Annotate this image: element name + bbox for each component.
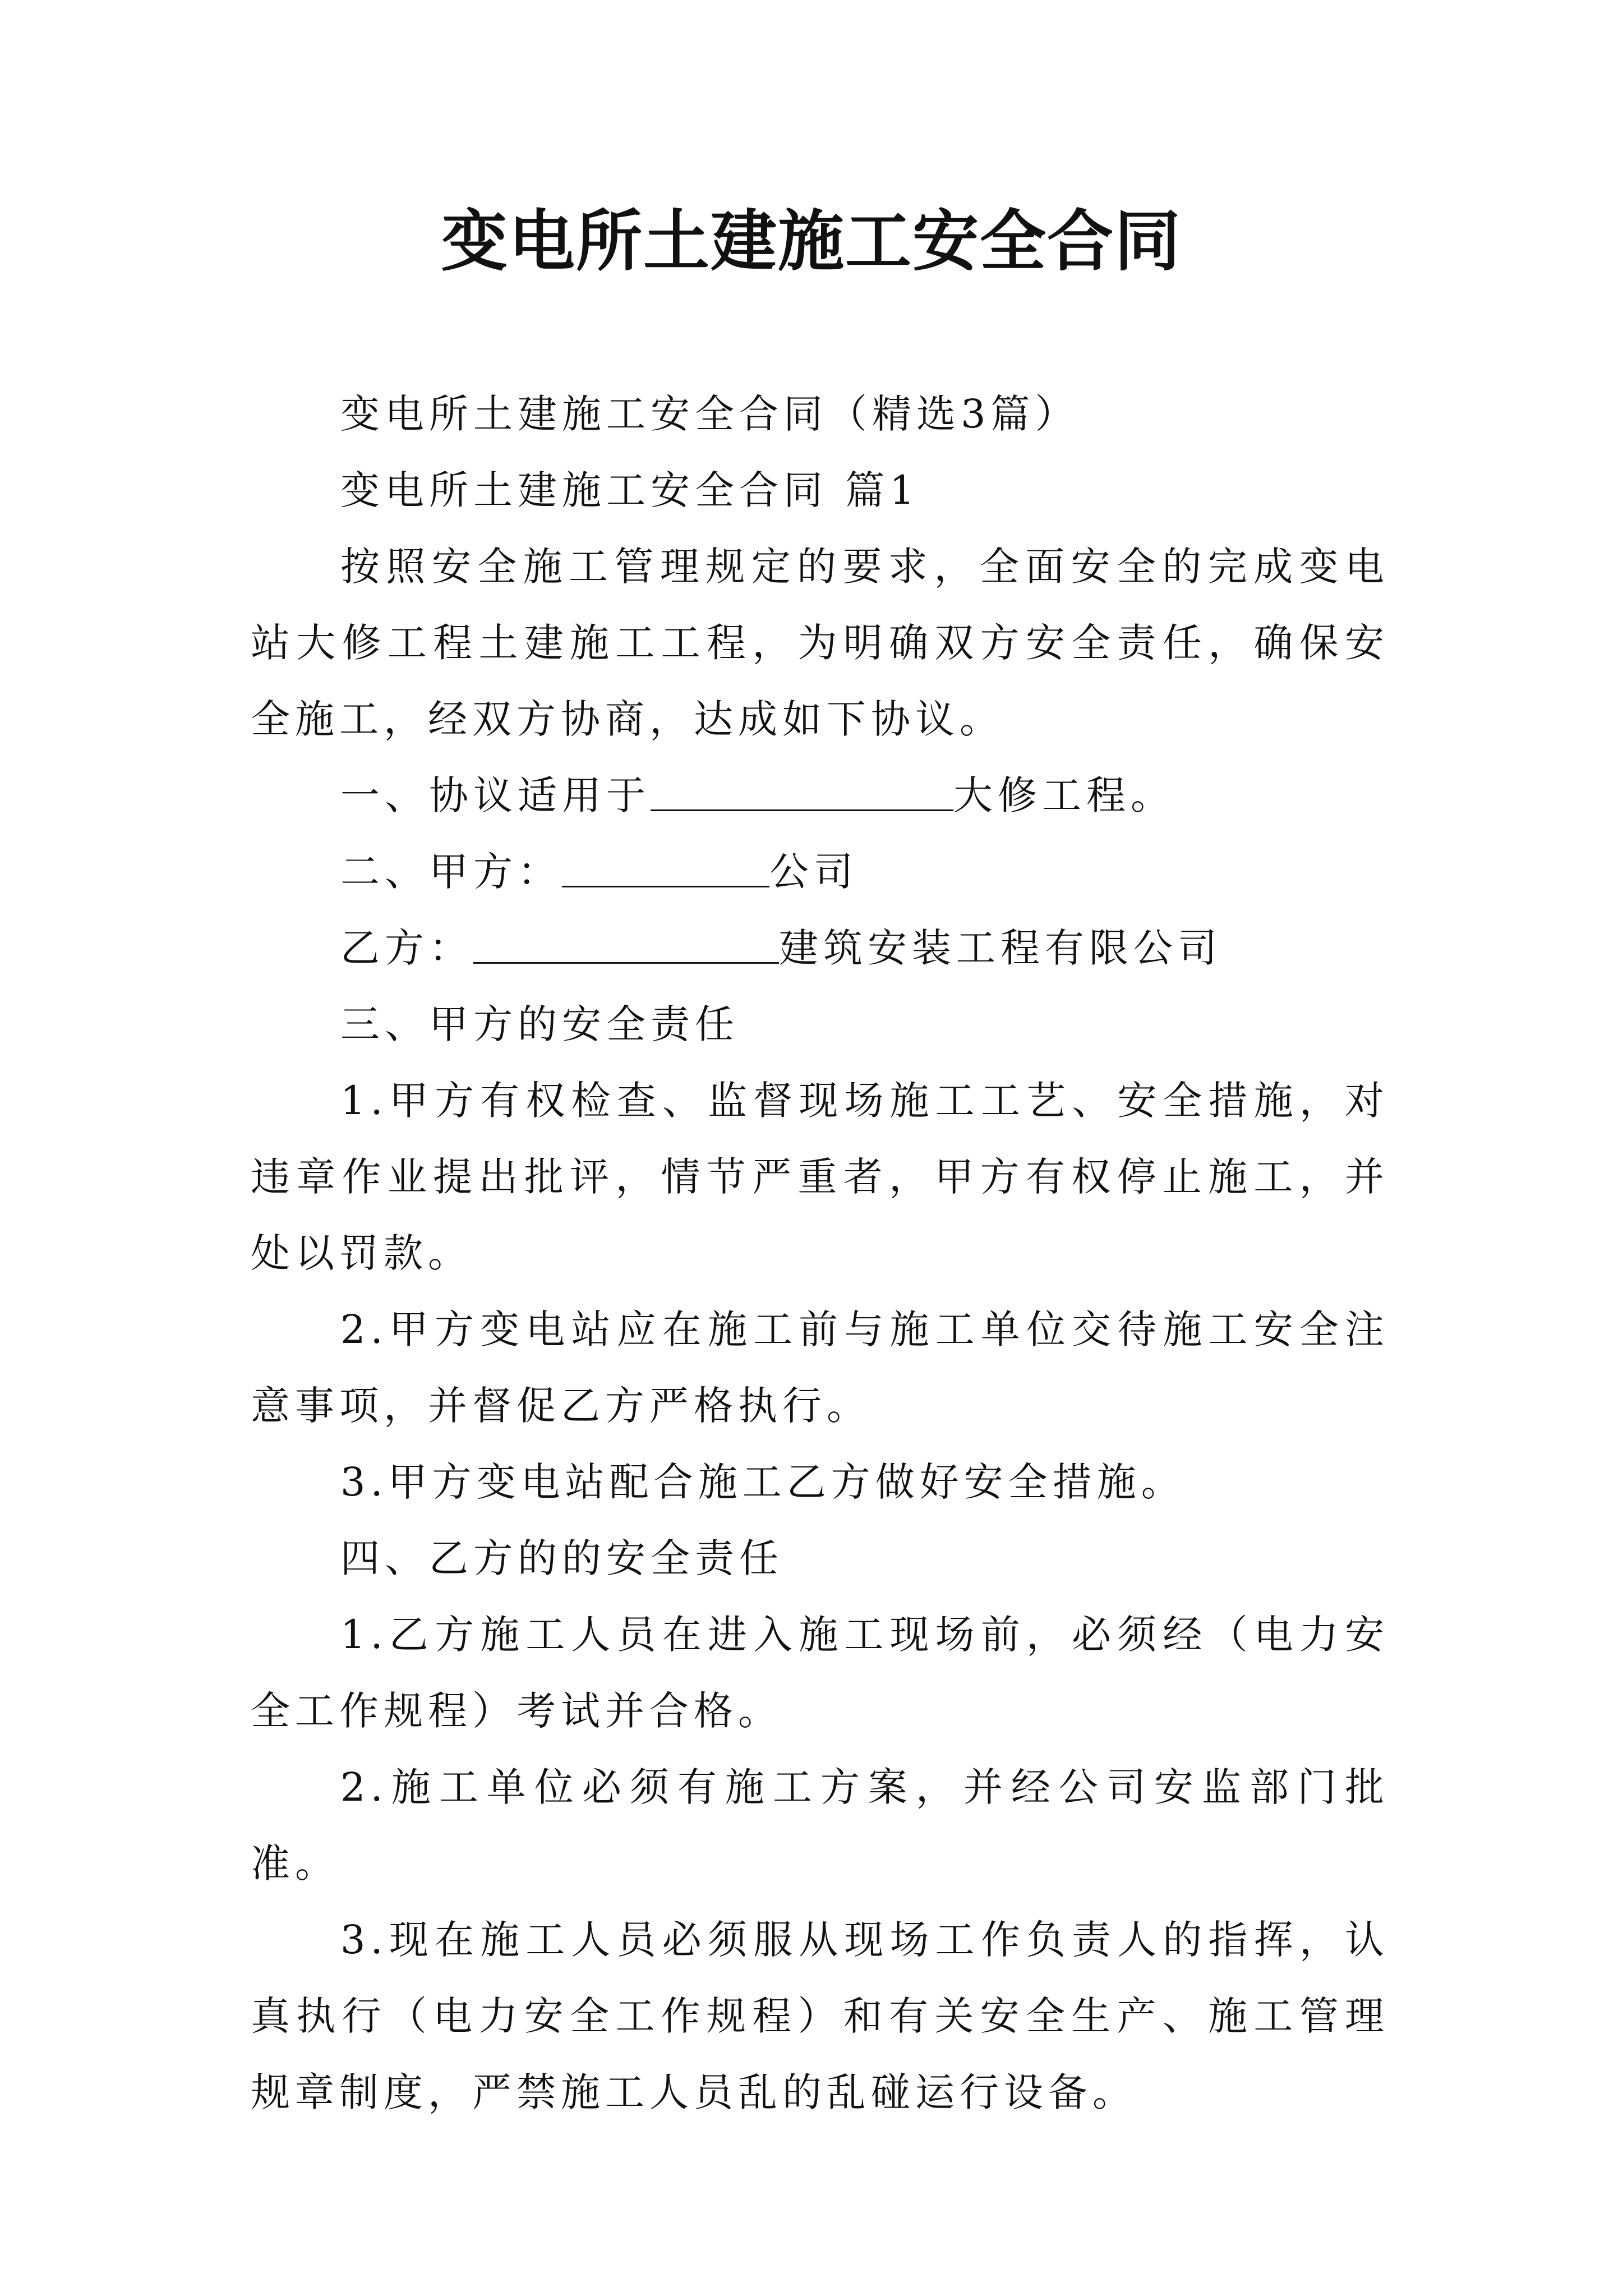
document-body	[251, 376, 1389, 2131]
section-4-item: 2.施工单位必须有施工方案，并经公司安监部门批准。	[251, 1764, 1389, 1887]
section-3-item: 1.甲方有权检查、监督现场施工工艺、安全措施，对违章作业提出批评，情节严重者，甲方有权停止施工，并处以罚款。	[251, 1078, 1389, 1276]
section-4-heading: 四、乙方的的安全责任	[340, 1535, 783, 1581]
document-title: 变电所土建施工安全合同	[441, 202, 1182, 280]
blank-line	[473, 928, 779, 964]
clause-2-prefix: 二、甲方：	[340, 849, 562, 895]
clause-1-suffix: 大修工程。	[953, 772, 1175, 818]
blank-line	[651, 776, 953, 811]
party-b-suffix: 建筑安装工程有限公司	[779, 925, 1222, 971]
party-b	[251, 910, 1389, 986]
section-3-heading: 三、甲方的安全责任	[340, 1001, 739, 1047]
clause-1-prefix: 一、协议适用于	[340, 772, 651, 818]
clause-2	[251, 834, 1389, 910]
subtitle: 变电所土建施工安全合同（精选3篇）	[340, 391, 1080, 437]
section-4-item: 1.乙方施工人员在进入施工现场前，必须经（电力安全工作规程）考试并合格。	[251, 1612, 1389, 1734]
party-b-prefix: 乙方：	[340, 925, 473, 971]
clause-2-suffix: 公司	[769, 849, 858, 895]
section-4-item: 3.现在施工人员必须服从现场工作负责人的指挥，认真执行（电力安全工作规程）和有关安全生产、施工管理规章制度，严禁施工人员乱的乱碰运行设备。	[251, 1917, 1389, 2115]
clause-1	[251, 757, 1389, 834]
section-3-item: 2.甲方变电站应在施工前与施工单位交待施工安全注意事项，并督促乙方严格执行。	[251, 1306, 1389, 1429]
section-heading: 变电所土建施工安全合同 篇1	[340, 467, 920, 513]
section-3-item: 3.甲方变电站配合施工乙方做好安全措施。	[340, 1459, 1186, 1505]
intro-paragraph: 按照安全施工管理规定的要求，全面安全的完成变电站大修工程土建施工工程，为明确双方安全责任，确保安全施工，经双方协商，达成如下协议。	[251, 544, 1389, 742]
blank-line	[562, 852, 769, 887]
